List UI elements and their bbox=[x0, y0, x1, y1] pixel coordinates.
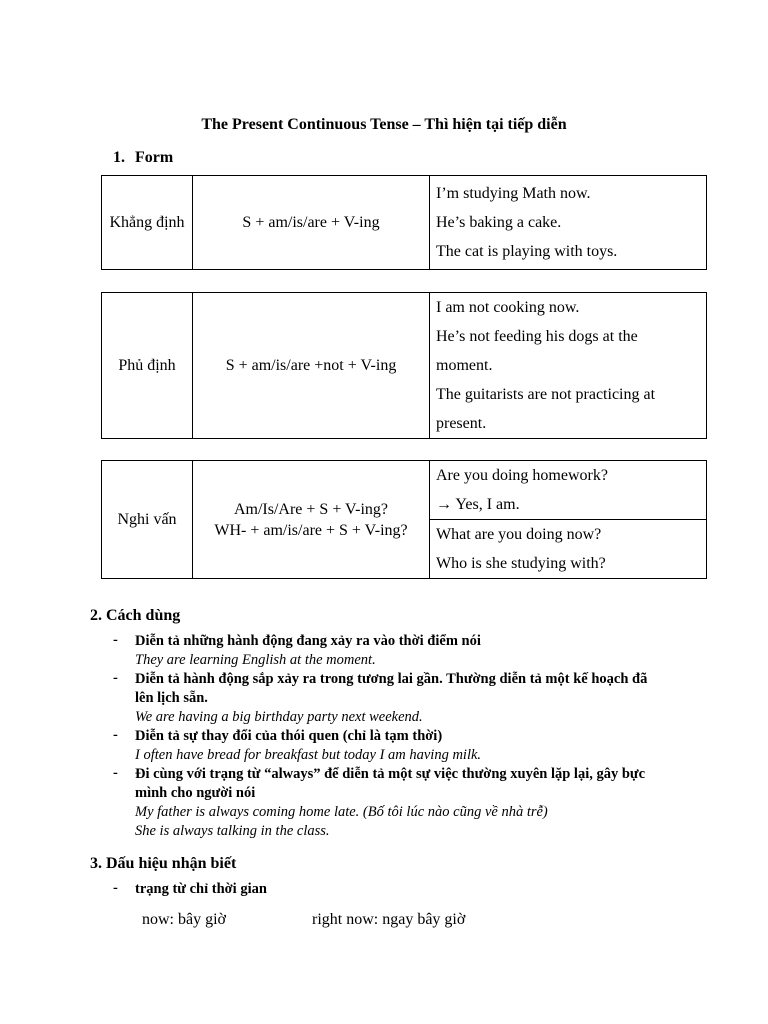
usage-rule: mình cho người nói bbox=[135, 785, 256, 801]
bullet-dash: - bbox=[113, 765, 118, 781]
formula-line: WH- + am/is/are + S + V-ing? bbox=[214, 521, 408, 539]
bullet-dash: - bbox=[113, 727, 118, 743]
usage-example: My father is always coming home late. (Bố tôi lúc nào cũng về nhà trễ) bbox=[135, 804, 548, 820]
signs-list bbox=[113, 880, 673, 899]
affirmative-examples bbox=[430, 176, 707, 270]
example-line: The cat is playing with toys. bbox=[436, 243, 618, 260]
example-line: present. bbox=[436, 415, 487, 432]
example-line: Are you doing homework? bbox=[436, 467, 608, 484]
form-heading-number: 1. bbox=[113, 149, 125, 166]
interrogative-examples-yesno bbox=[430, 461, 707, 520]
example-line: moment. bbox=[436, 357, 493, 374]
form-heading-label: Form bbox=[135, 149, 174, 166]
negative-table bbox=[101, 292, 707, 439]
example-line: I am not cooking now. bbox=[436, 299, 580, 316]
negative-formula bbox=[193, 293, 430, 439]
interrogative-table bbox=[101, 460, 707, 579]
signs-item bbox=[113, 880, 673, 899]
usage-list bbox=[113, 632, 673, 841]
interrogative-examples-wh bbox=[430, 520, 707, 579]
adverb-item: right now: ngay bây giờ bbox=[312, 911, 466, 928]
bullet-dash: - bbox=[113, 670, 118, 686]
signs-heading: 3. Dấu hiệu nhận biết bbox=[90, 855, 237, 872]
formula-line: S + am/is/are +not + V-ing bbox=[225, 356, 397, 374]
usage-example: They are learning English at the moment. bbox=[135, 652, 376, 668]
example-line: The guitarists are not practicing at bbox=[436, 386, 656, 403]
example-line: → Yes, I am. bbox=[436, 496, 520, 513]
example-line: He’s baking a cake. bbox=[436, 214, 562, 231]
negative-examples bbox=[430, 293, 707, 439]
example-line: I’m studying Math now. bbox=[436, 185, 591, 202]
example-line: What are you doing now? bbox=[436, 526, 602, 543]
negative-label: Phủ định bbox=[102, 293, 193, 439]
usage-rule: Đi cùng với trạng từ “always” để diễn tả một sự việc thường xuyên lặp lại, gây bực bbox=[135, 766, 646, 782]
usage-item bbox=[113, 765, 673, 841]
affirmative-table bbox=[101, 175, 707, 270]
interrogative-formula bbox=[193, 461, 430, 579]
example-line: He’s not feeding his dogs at the bbox=[436, 328, 638, 345]
usage-rule: Diễn tả sự thay đổi của thói quen (chỉ là tạm thời) bbox=[135, 728, 443, 744]
affirmative-formula bbox=[193, 176, 430, 270]
affirmative-label: Khẳng định bbox=[102, 176, 193, 270]
interrogative-label: Nghi vấn bbox=[102, 461, 193, 579]
signs-rule: trạng từ chỉ thời gian bbox=[135, 881, 267, 897]
usage-example: I often have bread for breakfast but today I am having milk. bbox=[135, 747, 482, 763]
formula-line: S + am/is/are + V-ing bbox=[242, 213, 380, 231]
usage-example: We are having a big birthday party next weekend. bbox=[135, 709, 423, 725]
bullet-dash: - bbox=[113, 632, 118, 648]
formula-line: Am/Is/Are + S + V-ing? bbox=[233, 500, 389, 518]
usage-rule: Diễn tả hành động sắp xảy ra trong tương lai gần. Thường diễn tả một kế hoạch đã bbox=[135, 671, 648, 687]
usage-heading: 2. Cách dùng bbox=[90, 607, 181, 624]
usage-rule: Diễn tả những hành động đang xảy ra vào thời điểm nói bbox=[135, 633, 481, 649]
bullet-dash: - bbox=[113, 880, 118, 896]
page-title: The Present Continuous Tense – Thì hiện tại tiếp diễn bbox=[201, 116, 567, 133]
usage-rule: lên lịch sẵn. bbox=[135, 690, 208, 706]
example-line: Who is she studying with? bbox=[436, 555, 606, 572]
adverb-item: now: bây giờ bbox=[142, 911, 227, 928]
form-heading bbox=[113, 149, 173, 167]
usage-item bbox=[113, 727, 673, 765]
usage-item bbox=[113, 670, 673, 727]
usage-item bbox=[113, 632, 673, 670]
usage-example: She is always talking in the class. bbox=[135, 823, 330, 839]
